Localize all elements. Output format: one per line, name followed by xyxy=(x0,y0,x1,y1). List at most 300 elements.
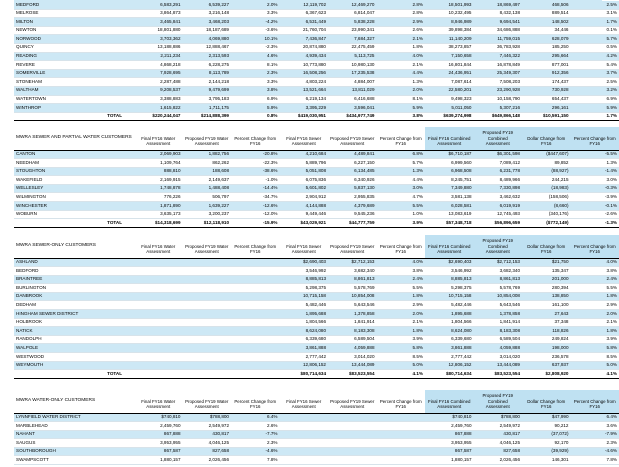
value-cell: 4,046,125 xyxy=(183,439,232,448)
table-row xyxy=(14,52,619,61)
value-cell: 2.3% xyxy=(231,439,280,448)
value-cell: 6,339,680 xyxy=(280,335,329,344)
value-cell: 3,200,237 xyxy=(183,210,232,219)
value-cell: 867,888 xyxy=(134,430,183,439)
value-cell: 4,144,888 xyxy=(280,202,329,211)
total-label: TOTAL xyxy=(14,219,134,228)
community-name: NORWOOD xyxy=(14,35,134,44)
value-cell: 1.0% xyxy=(377,210,426,219)
value-cell: -4.6% xyxy=(231,447,280,456)
value-cell: 5,578,769 xyxy=(474,284,523,293)
table-row xyxy=(14,267,619,276)
column-header: Final FY16 Water Assessment xyxy=(134,235,183,258)
value-cell: 2,459,760 xyxy=(425,422,474,431)
value-cell: 23,290,928 xyxy=(474,86,523,95)
community-name: WOBURN xyxy=(14,210,134,219)
value-cell: 5.5% xyxy=(377,284,426,293)
column-header: Proposed FY19 Sewer Assessment xyxy=(328,390,377,413)
value-cell xyxy=(231,361,280,370)
column-header: Percent Change from FY16 xyxy=(231,127,280,150)
value-cell: 5.0% xyxy=(571,361,619,370)
value-cell: 5,837,130 xyxy=(328,184,377,193)
value-cell xyxy=(183,353,232,362)
value-cell: 24,436,951 xyxy=(425,69,474,78)
value-cell: 2,777,442 xyxy=(425,353,474,362)
table-row xyxy=(14,26,619,35)
value-cell: 9,479,699 xyxy=(183,86,232,95)
value-cell: 17,235,538 xyxy=(328,69,377,78)
community-name: WALPOLE xyxy=(14,344,134,353)
total-value-cell: $12,118,910 xyxy=(183,219,232,228)
value-cell: 2.6% xyxy=(231,422,280,431)
column-header: Final FY16 Sewer Assessment xyxy=(280,235,329,258)
value-cell xyxy=(183,335,232,344)
value-cell: 3.6% xyxy=(571,422,619,431)
value-cell xyxy=(377,456,426,465)
table-row xyxy=(14,353,619,362)
value-cell: 13,444,089 xyxy=(328,361,377,370)
value-cell xyxy=(377,439,426,448)
value-cell: 90,212 xyxy=(522,422,571,431)
value-cell: 8,624,080 xyxy=(280,327,329,336)
total-row xyxy=(14,112,619,121)
total-label: TOTAL xyxy=(14,112,134,121)
value-cell: 5,482,446 xyxy=(280,301,329,310)
value-cell: 2,777,442 xyxy=(280,353,329,362)
value-cell: 10.1% xyxy=(231,35,280,44)
total-value-cell: $649,866,148 xyxy=(474,112,523,121)
value-cell: 6,531,449 xyxy=(280,18,329,27)
value-cell xyxy=(134,292,183,301)
total-value-cell: $2,808,920 xyxy=(522,370,571,379)
value-cell: 2,144,218 xyxy=(183,78,232,87)
value-cell: -5.5% xyxy=(571,150,619,159)
value-cell: 23,990,341 xyxy=(328,26,377,35)
table-row xyxy=(14,35,619,44)
total-value-cell: 4.1% xyxy=(571,370,619,379)
column-header: Proposed FY19 Water Assessment xyxy=(183,235,232,258)
value-cell: 2.3% xyxy=(231,69,280,78)
community-name: MEDFORD xyxy=(14,1,134,9)
value-cell: -0.3% xyxy=(571,184,619,193)
value-cell xyxy=(183,292,232,301)
total-value-cell: $214,888,399 xyxy=(183,112,232,121)
value-cell: 12,888,467 xyxy=(183,43,232,52)
value-cell: -7.7% xyxy=(231,430,280,439)
total-label: TOTAL xyxy=(14,370,134,379)
total-row xyxy=(14,219,619,228)
value-cell: 730,928 xyxy=(522,86,571,95)
community-name: ASHLAND xyxy=(14,258,134,267)
value-cell: 12,119,702 xyxy=(280,1,329,9)
table-row xyxy=(14,167,619,176)
value-cell: 1.7% xyxy=(571,18,619,27)
value-cell: -22.3% xyxy=(231,159,280,168)
value-cell: 1,639,227 xyxy=(183,202,232,211)
value-cell: 7,349,880 xyxy=(425,184,474,193)
value-cell: 18,187,689 xyxy=(183,26,232,35)
total-value-cell: $57,348,718 xyxy=(425,219,474,228)
value-cell: 2.6% xyxy=(377,26,426,35)
value-cell: 8,432,138 xyxy=(474,9,523,18)
value-cell: (340,176) xyxy=(522,210,571,219)
column-header: Final FY16 Sewer Assessment xyxy=(280,127,329,150)
value-cell: 4,868,218 xyxy=(134,61,183,70)
value-cell xyxy=(134,335,183,344)
value-cell: 2.4% xyxy=(377,275,426,284)
total-value-cell: -15.9% xyxy=(231,219,280,228)
value-cell: 2,313,593 xyxy=(183,52,232,61)
value-cell: 280,394 xyxy=(522,284,571,293)
value-cell: 6,416,688 xyxy=(328,95,377,104)
community-name: MILTON xyxy=(14,18,134,27)
value-cell: 506,797 xyxy=(183,193,232,202)
value-cell xyxy=(134,275,183,284)
value-cell xyxy=(280,413,329,422)
table-row xyxy=(14,361,619,370)
total-value-cell: 1.7% xyxy=(571,112,619,121)
value-cell xyxy=(231,258,280,267)
table-row xyxy=(14,439,619,448)
value-cell: 8,245,751 xyxy=(425,176,474,185)
community-name: WEYMOUTH xyxy=(14,361,134,370)
total-value-cell: 0.8% xyxy=(231,112,280,121)
value-cell: 1.8% xyxy=(571,292,619,301)
value-cell: 6.9% xyxy=(231,95,280,104)
value-cell: 3,468,203 xyxy=(183,18,232,27)
value-cell: 5,482,446 xyxy=(425,301,474,310)
value-cell: 1.8% xyxy=(377,43,426,52)
value-cell xyxy=(231,267,280,276)
value-cell: 3,462,632 xyxy=(474,193,523,202)
total-value-cell: $56,896,659 xyxy=(474,219,523,228)
table-row xyxy=(14,327,619,336)
value-cell: 8,489,966 xyxy=(474,176,523,185)
value-cell: -3.9% xyxy=(571,193,619,202)
value-cell: 867,888 xyxy=(425,430,474,439)
value-cell: 2.9% xyxy=(571,301,619,310)
value-cell: 3,581,138 xyxy=(425,193,474,202)
value-cell: 7.8% xyxy=(231,456,280,465)
total-value-cell: 3.8% xyxy=(377,112,426,121)
table-row xyxy=(14,61,619,70)
value-cell: 4.7% xyxy=(377,193,426,202)
value-cell: 7,446,322 xyxy=(474,52,523,61)
value-cell: 2,149,637 xyxy=(183,176,232,185)
total-value-cell: $80,714,634 xyxy=(425,370,474,379)
value-cell: 6.8% xyxy=(377,150,426,159)
value-cell: 3.8% xyxy=(377,267,426,276)
table-full-customers xyxy=(14,1,619,121)
value-cell: 16,801,844 xyxy=(425,61,474,70)
community-name: STONEHAM xyxy=(14,78,134,87)
value-cell: 2.5% xyxy=(571,1,619,9)
value-cell xyxy=(377,430,426,439)
community-name: WELLESLEY xyxy=(14,184,134,193)
column-header: Percent Change from FY16 xyxy=(377,390,426,413)
value-cell: 6,339,680 xyxy=(425,335,474,344)
value-cell: 654,437 xyxy=(522,95,571,104)
value-cell: 4,059,888 xyxy=(474,344,523,353)
value-cell: 2,549,972 xyxy=(183,422,232,431)
value-cell: 2.9% xyxy=(377,18,426,27)
value-cell: 8,885,813 xyxy=(425,275,474,284)
value-cell: 38,273,857 xyxy=(425,43,474,52)
value-cell: 1,871,890 xyxy=(134,202,183,211)
value-cell: 7,436,847 xyxy=(280,35,329,44)
value-cell xyxy=(377,447,426,456)
value-cell xyxy=(134,361,183,370)
value-cell: 5.8% xyxy=(377,344,426,353)
value-cell: 5,578,769 xyxy=(328,284,377,293)
value-cell xyxy=(231,327,280,336)
value-cell: 2.0% xyxy=(377,310,426,319)
community-name: SWAMPSCOTT xyxy=(14,456,134,465)
value-cell: 912,356 xyxy=(522,69,571,78)
community-name: WINCHESTER xyxy=(14,202,134,211)
table-row xyxy=(14,422,619,431)
value-cell: 8,183,308 xyxy=(328,327,377,336)
value-cell: 3,861,888 xyxy=(425,344,474,353)
value-cell xyxy=(377,422,426,431)
value-cell: 1,880,157 xyxy=(134,456,183,465)
value-cell: 11,759,015 xyxy=(474,35,523,44)
value-cell: 34,446 xyxy=(522,26,571,35)
value-cell: 7,684,327 xyxy=(328,35,377,44)
total-value-cell xyxy=(183,370,232,379)
value-cell: (8,660) xyxy=(522,202,571,211)
value-cell: 637,937 xyxy=(522,361,571,370)
community-name: CANTON xyxy=(14,150,134,159)
value-cell: 3,864,873 xyxy=(134,9,183,18)
table-row xyxy=(14,210,619,219)
value-cell: -2.6% xyxy=(571,210,619,219)
value-cell: 3,014,020 xyxy=(474,353,523,362)
community-name: DEDHAM xyxy=(14,301,134,310)
value-cell: 3,953,955 xyxy=(425,439,474,448)
column-header: Final FY16 Combined Assessment xyxy=(425,235,474,258)
column-header: Proposed FY19 Water Assessment xyxy=(183,127,232,150)
value-cell: (37,072) xyxy=(522,430,571,439)
value-cell: 1,880,157 xyxy=(425,456,474,465)
table-row xyxy=(14,310,619,319)
value-cell: 3,395,229 xyxy=(280,104,329,113)
value-cell: 5,113,725 xyxy=(328,52,377,61)
value-cell: 10,715,158 xyxy=(280,292,329,301)
value-cell xyxy=(183,361,232,370)
value-cell: 249,824 xyxy=(522,335,571,344)
value-cell xyxy=(134,301,183,310)
value-cell: 8.1% xyxy=(377,95,426,104)
value-cell: 10,158,790 xyxy=(474,95,523,104)
value-cell: 174,437 xyxy=(522,78,571,87)
value-cell: (39,929) xyxy=(522,447,571,456)
value-cell: 22,580,201 xyxy=(425,86,474,95)
value-cell: 8.5% xyxy=(377,353,426,362)
value-cell: 3,216,148 xyxy=(183,9,232,18)
value-cell: 6,999,560 xyxy=(425,159,474,168)
total-value-cell: ($772,149) xyxy=(522,219,571,228)
community-name: REVERE xyxy=(14,61,134,70)
value-cell: 3,795,183 xyxy=(183,95,232,104)
section-header-row xyxy=(14,390,619,413)
value-cell: 2.9% xyxy=(377,301,426,310)
total-value-cell: 4.1% xyxy=(377,370,426,379)
value-cell: 7,089,412 xyxy=(474,159,523,168)
value-cell: 6,219,134 xyxy=(280,95,329,104)
value-cell: -2.3% xyxy=(231,43,280,52)
value-cell: 92,170 xyxy=(522,439,571,448)
value-cell xyxy=(280,422,329,431)
value-cell: 12,806,152 xyxy=(425,361,474,370)
total-value-cell: $10,591,150 xyxy=(522,112,571,121)
value-cell: -4.6% xyxy=(571,447,619,456)
value-cell: 21,760,704 xyxy=(280,26,329,35)
community-name: QUINCY xyxy=(14,43,134,52)
value-cell xyxy=(328,456,377,465)
column-header: Proposed FY19 Combined Assessment xyxy=(474,235,523,258)
value-cell: 6,589,504 xyxy=(328,335,377,344)
value-cell xyxy=(183,327,232,336)
value-cell: -38.6% xyxy=(231,167,280,176)
value-cell: 6,134,485 xyxy=(328,167,377,176)
column-header: Dollar Change from FY16 xyxy=(522,127,571,150)
value-cell: (158,506) xyxy=(522,193,571,202)
value-cell: 20,874,880 xyxy=(280,43,329,52)
value-cell: 7,330,898 xyxy=(474,184,523,193)
value-cell: 1,841,914 xyxy=(474,318,523,327)
value-cell xyxy=(183,318,232,327)
community-name: LYNNFIELD WATER DISTRICT xyxy=(14,413,134,422)
value-cell: 1,804,566 xyxy=(425,318,474,327)
value-cell: 4.6% xyxy=(231,52,280,61)
value-cell xyxy=(280,430,329,439)
value-cell: 36,783,928 xyxy=(474,43,523,52)
total-value-cell: $43,029,921 xyxy=(280,219,329,228)
value-cell: 2,169,915 xyxy=(134,176,183,185)
value-cell: 9,545,236 xyxy=(328,210,377,219)
value-cell: 5.5% xyxy=(571,284,619,293)
total-value-cell: $44,777,759 xyxy=(328,219,377,228)
community-name: WESTWOOD xyxy=(14,353,134,362)
value-cell: 148,502 xyxy=(522,18,571,27)
value-cell: 7.8% xyxy=(571,456,619,465)
section-title: MWRA SEWER AND PARTIAL WATER CUSTOMERS xyxy=(14,127,134,150)
value-cell: 10,980,130 xyxy=(328,61,377,70)
value-cell: 6,340,926 xyxy=(328,176,377,185)
value-cell: 862,262 xyxy=(183,159,232,168)
community-name: NEWTON xyxy=(14,26,134,35)
table-row xyxy=(14,150,619,159)
table-row xyxy=(14,86,619,95)
value-cell: 5,838,228 xyxy=(328,18,377,27)
value-cell xyxy=(134,344,183,353)
column-header: Dollar Change from FY16 xyxy=(522,390,571,413)
total-value-cell: -1.3% xyxy=(571,219,619,228)
value-cell: 2.8% xyxy=(377,1,426,9)
value-cell: 5.7% xyxy=(571,35,619,44)
value-cell: 8,624,080 xyxy=(425,327,474,336)
table-row xyxy=(14,284,619,293)
value-cell: 12,469,270 xyxy=(328,1,377,9)
value-cell: 1,804,566 xyxy=(280,318,329,327)
value-cell: 201,000 xyxy=(522,275,571,284)
value-cell: 1,895,688 xyxy=(425,310,474,319)
value-cell: 2.1% xyxy=(377,35,426,44)
value-cell: 1.8% xyxy=(571,327,619,336)
total-value-cell: 3.9% xyxy=(377,219,426,228)
table-row xyxy=(14,176,619,185)
community-name: WAKEFIELD xyxy=(14,176,134,185)
table-row xyxy=(14,1,619,9)
table-row xyxy=(14,78,619,87)
value-cell xyxy=(231,284,280,293)
value-cell: 89,852 xyxy=(522,159,571,168)
value-cell: 10,854,008 xyxy=(474,292,523,301)
value-cell xyxy=(328,422,377,431)
value-cell: 296,161 xyxy=(522,104,571,113)
value-cell: 3,546,992 xyxy=(425,267,474,276)
value-cell: 2,459,760 xyxy=(134,422,183,431)
value-cell: 776,226 xyxy=(134,193,183,202)
value-cell: 9,498,323 xyxy=(425,95,474,104)
value-cell: 0.5% xyxy=(571,43,619,52)
table-row xyxy=(14,159,619,168)
value-cell: 5,307,216 xyxy=(474,104,523,113)
value-cell: 18,869,497 xyxy=(474,1,523,9)
value-cell xyxy=(231,353,280,362)
community-name: WALTHAM xyxy=(14,86,134,95)
column-header: Percent Change from FY16 xyxy=(571,390,619,413)
value-cell: 6,814,047 xyxy=(328,9,377,18)
value-cell: -12.6% xyxy=(231,202,280,211)
column-header: Proposed FY19 Water Assessment xyxy=(183,390,232,413)
value-cell: 4,884,007 xyxy=(328,78,377,87)
value-cell xyxy=(183,344,232,353)
value-cell: 6,367,623 xyxy=(280,9,329,18)
community-name: RANDOLPH xyxy=(14,335,134,344)
value-cell xyxy=(183,301,232,310)
table-row xyxy=(14,344,619,353)
value-cell: 5.9% xyxy=(571,104,619,113)
community-name: BURLINGTON xyxy=(14,284,134,293)
value-cell: 1,841,914 xyxy=(328,318,377,327)
value-cell: 5.0% xyxy=(377,361,426,370)
community-name: SOUTHBOROUGH xyxy=(14,447,134,456)
value-cell xyxy=(328,413,377,422)
value-cell: 25,349,307 xyxy=(474,69,523,78)
value-cell: 13,521,664 xyxy=(280,86,329,95)
value-cell: 295,664 xyxy=(522,52,571,61)
value-cell: 11,140,209 xyxy=(425,35,474,44)
value-cell: 6,589,504 xyxy=(474,335,523,344)
value-cell: 3,682,340 xyxy=(474,267,523,276)
value-cell: 18,801,880 xyxy=(134,26,183,35)
total-value-cell xyxy=(134,370,183,379)
table-row xyxy=(14,301,619,310)
value-cell: 3.3% xyxy=(231,78,280,87)
total-value-cell: $220,244,047 xyxy=(134,112,183,121)
column-header: Percent Change from FY16 xyxy=(571,235,619,258)
value-cell: 2.5% xyxy=(571,78,619,87)
value-cell: 8,113,789 xyxy=(183,69,232,78)
value-cell xyxy=(134,318,183,327)
value-cell: 3,703,362 xyxy=(134,35,183,44)
value-cell: 4,489,841 xyxy=(328,150,377,159)
value-cell: 2.0% xyxy=(231,1,280,9)
community-name: BEDFORD xyxy=(14,267,134,276)
community-name: MARBLEHEAD xyxy=(14,422,134,431)
